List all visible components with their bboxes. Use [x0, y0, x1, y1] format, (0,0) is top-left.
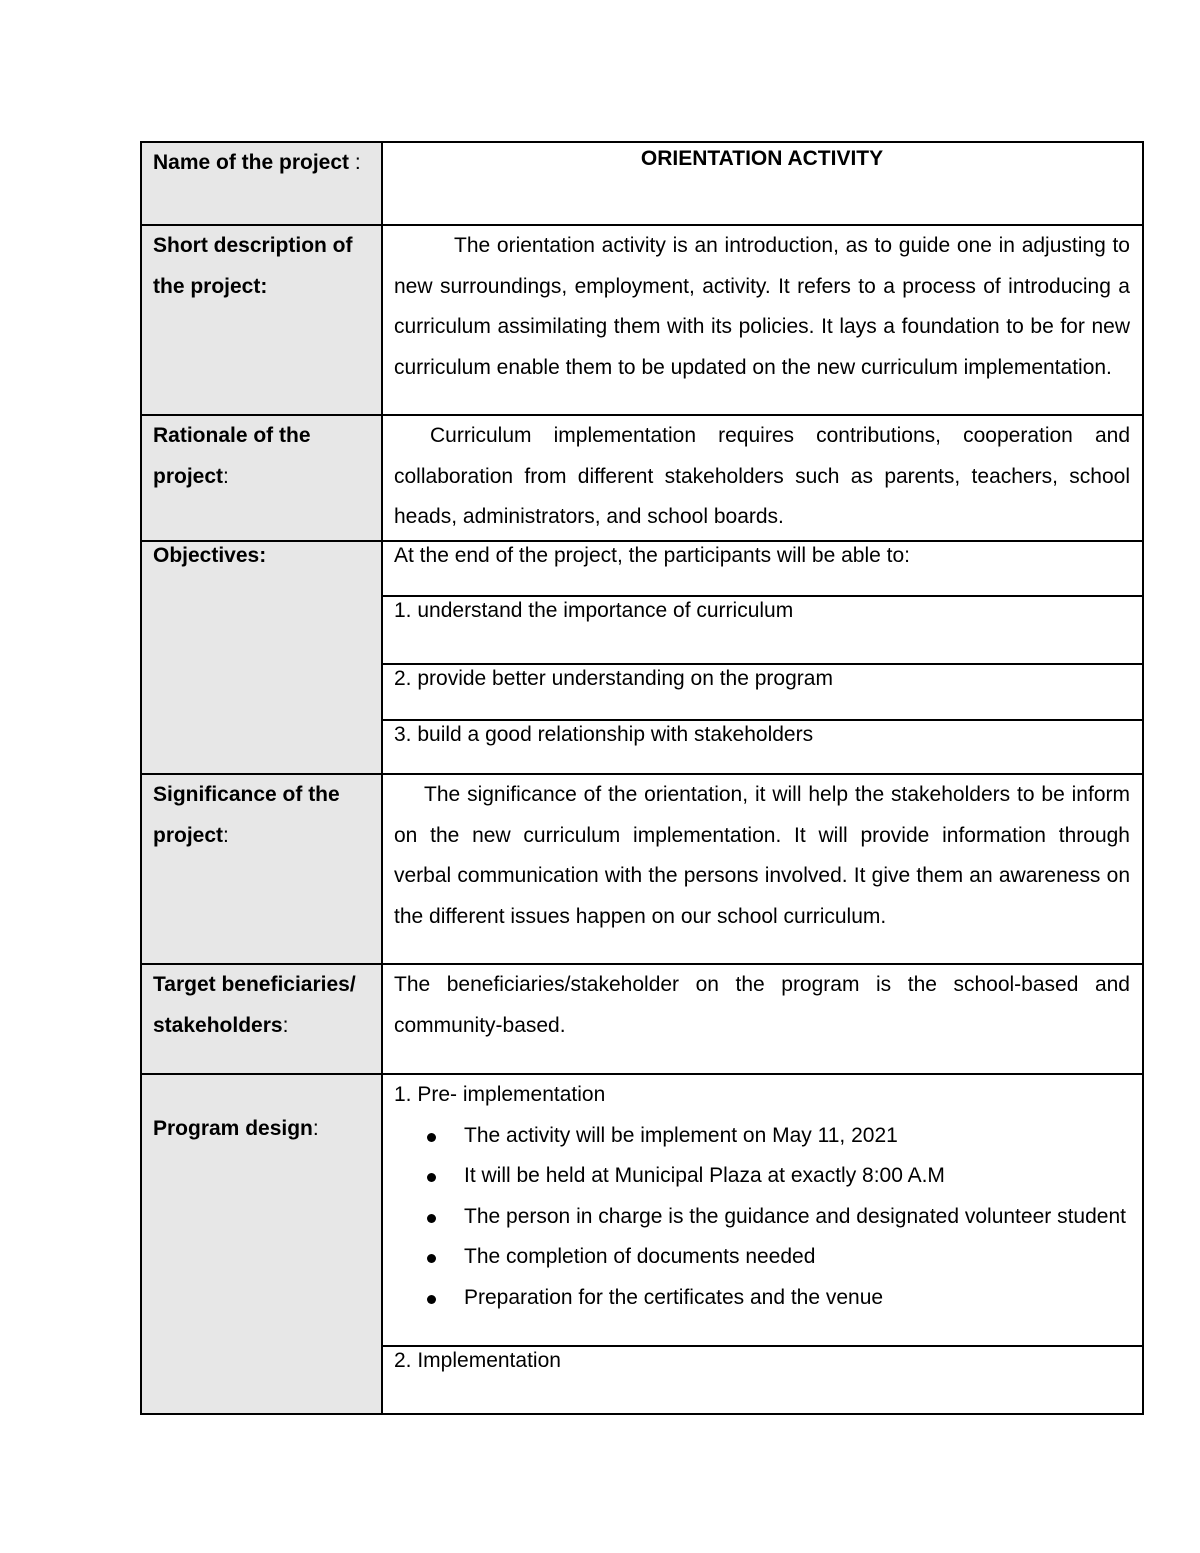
objectives-intro-text: At the end of the project, the participants will be able to:	[394, 544, 910, 567]
row-target	[141, 964, 1143, 1074]
label-rationale	[141, 415, 382, 541]
row-short-description	[141, 225, 1143, 415]
objective-item-text: 3. build a good relationship with stakeholders	[394, 723, 814, 746]
row-project-name	[141, 142, 1143, 225]
label-program-design-text: Program design	[153, 1117, 313, 1140]
rationale-text: Curriculum implementation requires contributions, cooperation and collaboration from different stakeholders such as parents, teachers, school heads, administrators, and school boards.	[394, 424, 1130, 528]
objectives-intro	[382, 541, 1143, 596]
short-description-text: The orientation activity is an introduction, as to guide one in adjusting to new surroundings, employment, activity. It refers to a process of introducing a curriculum assimilating them with its policies. It lays a foundation to be for new curriculum enable them to be updated on the new curriculum implementation.	[394, 234, 1130, 379]
value-significance	[382, 774, 1143, 964]
project-table	[140, 141, 1144, 1415]
bullet-item: Preparation for the certificates and the venue	[464, 1278, 1130, 1319]
label-rationale-text: Rationale of the project	[153, 424, 311, 488]
phase-1-title: 1. Pre- implementation	[394, 1083, 606, 1106]
value-short-description	[382, 225, 1143, 415]
value-target	[382, 964, 1143, 1074]
row-program-design-1	[141, 1074, 1143, 1346]
phase-1-bullets	[394, 1116, 1130, 1319]
label-program-design	[141, 1074, 382, 1414]
bullet-item: It will be held at Municipal Plaza at exactly 8:00 A.M	[464, 1156, 1130, 1197]
program-phase-1	[382, 1074, 1143, 1346]
label-colon: :	[223, 823, 229, 847]
objective-item	[382, 720, 1143, 774]
program-phase-2	[382, 1346, 1143, 1414]
bullet-item: The person in charge is the guidance and designated volunteer student	[464, 1197, 1130, 1238]
row-objectives-intro	[141, 541, 1143, 596]
objective-item	[382, 664, 1143, 720]
objective-item-text: 1. understand the importance of curriculum	[394, 599, 794, 622]
label-target	[141, 964, 382, 1074]
value-rationale	[382, 415, 1143, 541]
bullet-item: The activity will be implement on May 11, 2021	[464, 1116, 1130, 1157]
project-title: ORIENTATION ACTIVITY	[640, 147, 884, 170]
label-colon: :	[223, 464, 229, 488]
label-objectives-text: Objectives:	[153, 544, 267, 567]
phase-2-title: 2. Implementation	[394, 1349, 561, 1372]
objective-item-text: 2. provide better understanding on the program	[394, 667, 833, 690]
label-objectives	[141, 541, 382, 774]
label-colon: :	[312, 1117, 319, 1140]
value-project-name	[382, 142, 1143, 225]
objective-item	[382, 596, 1143, 664]
label-project-name-text: Name of the project	[153, 151, 350, 174]
target-text: The beneficiaries/stakeholder on the program is the school-based and community-based.	[394, 973, 1130, 1037]
label-significance	[141, 774, 382, 964]
significance-text: The significance of the orientation, it will help the stakeholders to be inform on the new curriculum implementation. It will provide information through verbal communication with the persons involved. It give them an awareness on the different issues happen on our school curriculum.	[394, 783, 1130, 928]
label-colon: :	[282, 1013, 289, 1037]
label-target-text: Target beneficiaries/ stakeholders	[153, 973, 356, 1037]
label-colon: :	[349, 151, 361, 174]
label-significance-text: Significance of the project	[153, 783, 340, 847]
label-short-description	[141, 225, 382, 415]
label-short-description-text: Short description of the project:	[153, 234, 353, 298]
label-project-name	[141, 142, 382, 225]
row-rationale	[141, 415, 1143, 541]
bullet-item: The completion of documents needed	[464, 1237, 1130, 1278]
row-significance	[141, 774, 1143, 964]
